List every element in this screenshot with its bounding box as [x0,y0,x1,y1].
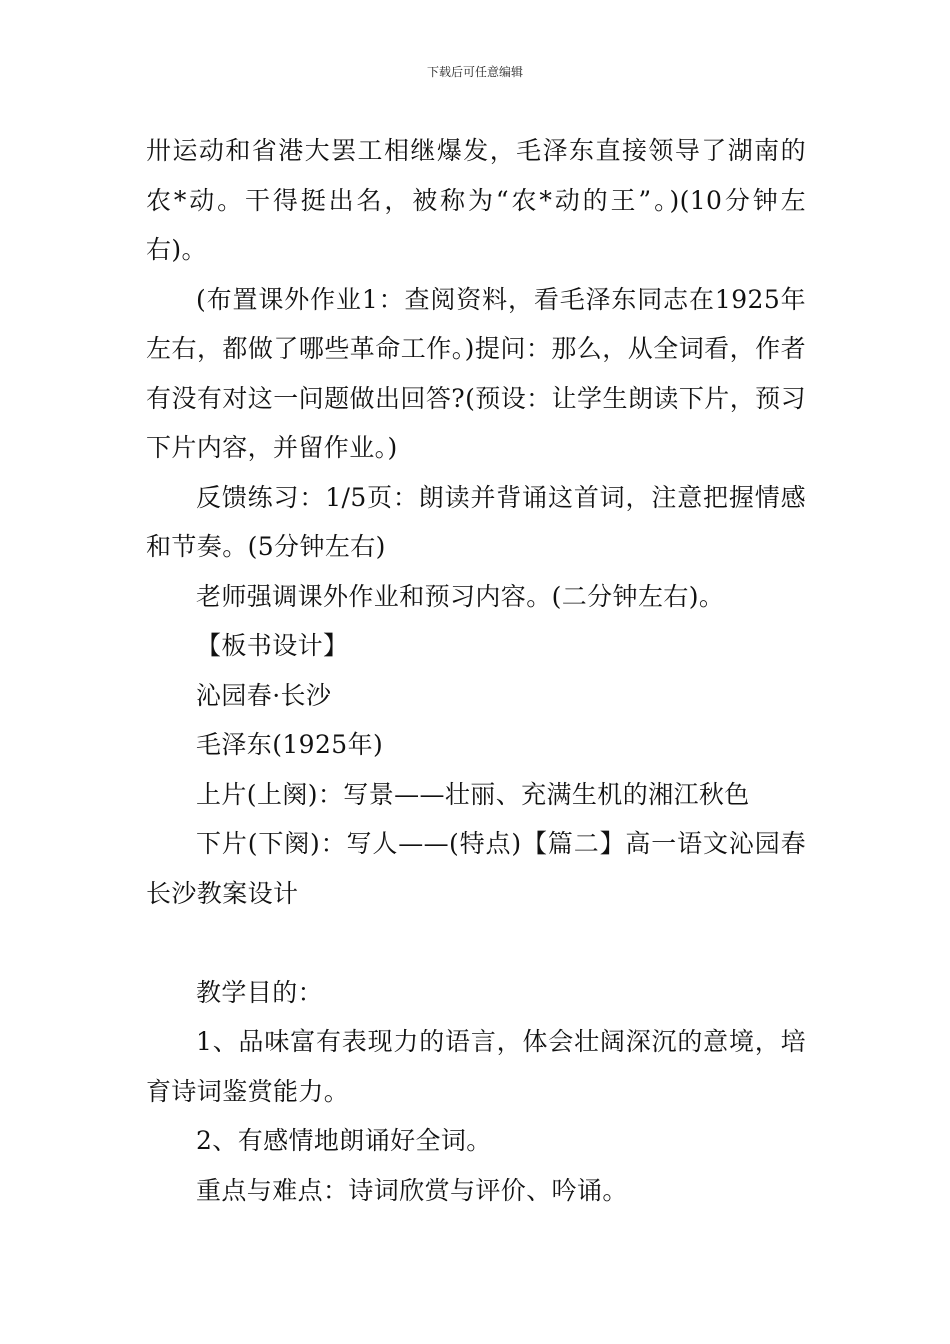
blank-line [146,918,806,968]
document-body [146,126,806,1215]
poem-author: 毛泽东(1925年) [196,730,384,759]
poem-title: 沁园春·长沙 [196,680,332,710]
board-design-heading: 【板书设计】 [196,631,349,660]
paragraph-teacher-note: 老师强调课外作业和预习内容。(二分钟左右)。 [196,581,725,611]
teaching-goals-heading: 教学目的： [196,977,324,1007]
teaching-goal-1: 1、品味富有表现力的语言，体会壮阔深沉的意境，培育诗词鉴赏能力。 [146,1027,806,1106]
paragraph-homework: (布置课外作业1：查阅资料，看毛泽东同志在1925年左右，都做了哪些革命工作。)提问：那么，从全词看，作者有没有对这一问题做出回答?(预设：让学生朗读下片，预习下片内容，并留作业。) [146,284,806,462]
paragraph-feedback: 反馈练习：1/5页：朗读并背诵这首词，注意把握情感和节奏。(5分钟左右) [146,482,806,561]
board-upper-part: 上片(上阕)：写景——壮丽、充满生机的湘江秋色 [196,779,750,809]
key-difficulties: 重点与难点：诗词欣赏与评价、吟诵。 [196,1175,628,1205]
page-header: 下载后可任意编辑 [426,65,523,79]
board-lower-part: 下片(下阕)：写人——(特点)【篇二】高一语文沁园春长沙教案设计 [146,829,806,908]
paragraph-continuation: 卅运动和省港大罢工相继爆发，毛泽东直接领导了湖南的农*动。干得挺出名，被称为“农*动的王”。)(10分钟左右)。 [146,136,806,264]
teaching-goal-2: 2、有感情地朗诵好全词。 [196,1126,492,1155]
